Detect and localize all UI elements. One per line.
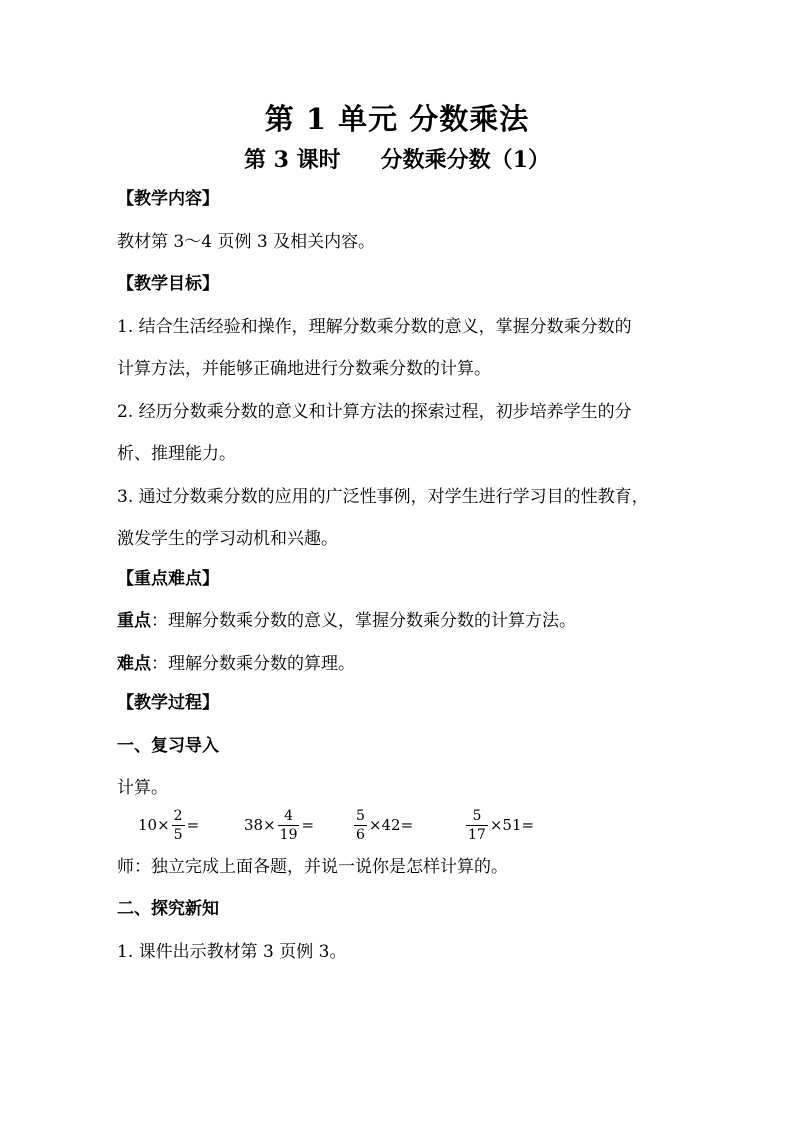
- exercise-1-fraction: [172, 809, 185, 842]
- goals-heading: 【教学目标】: [117, 274, 219, 294]
- exercise-3-suffix: ×42=: [368, 816, 414, 834]
- exercise-2-prefix: 38×: [244, 816, 276, 834]
- exercise-3-numerator: 5: [356, 807, 365, 824]
- goal-1-line-2: 计算方法，并能够正确地进行分数乘分数的计算。: [117, 359, 491, 379]
- lesson-topic: 分数乘分数（1）: [380, 147, 550, 173]
- exercise-3: [352, 801, 413, 849]
- key-points-heading: 【重点难点】: [117, 569, 219, 589]
- lesson-number: 第 3 课时: [244, 147, 341, 173]
- goal-3-line-2: 激发学生的学习动机和兴趣。: [117, 529, 338, 549]
- exercise-2-suffix: =: [301, 816, 315, 834]
- exercise-2-denominator: 19: [279, 826, 298, 843]
- goal-3-line-1: 3. 通过分数乘分数的应用的广泛性事例，对学生进行学习目的性教育，: [117, 487, 649, 507]
- exercise-1: [138, 801, 199, 849]
- part-2-heading: 二、探究新知: [117, 899, 219, 919]
- difficulty-text: ：理解分数乘分数的算理。: [151, 654, 355, 674]
- exercise-3-denominator: 6: [356, 826, 365, 843]
- key-point-text: ：理解分数乘分数的意义，掌握分数乘分数的计算方法。: [151, 611, 576, 631]
- exercise-2-numerator: 4: [284, 807, 294, 824]
- difficulty-label: 难点: [117, 654, 151, 674]
- exercise-1-numerator: 2: [173, 807, 183, 824]
- exercise-1-suffix: =: [186, 816, 200, 834]
- lesson-title: [0, 143, 794, 177]
- teacher-instruction: 师：独立完成上面各题，并说一说你是怎样计算的。: [117, 857, 508, 877]
- key-point-line: [117, 608, 699, 634]
- content-text: 教材第 3～4 页例 3 及相关内容。: [117, 232, 376, 252]
- calc-label: 计算。: [117, 778, 168, 798]
- exercise-2: [244, 801, 314, 849]
- step-1-line: 1. 课件出示教材第 3 页例 3。: [117, 942, 347, 962]
- exercise-1-denominator: 5: [173, 826, 183, 843]
- goal-2-line-1: 2. 经历分数乘分数的意义和计算方法的探索过程，初步培养学生的分: [117, 402, 632, 422]
- exercise-4: [464, 801, 534, 849]
- exercise-2-fraction: [278, 809, 300, 842]
- difficulty-line: [117, 651, 699, 677]
- goal-2-line-2: 析、推理能力。: [117, 444, 236, 464]
- exercise-4-denominator: 17: [468, 826, 486, 843]
- exercise-4-numerator: 5: [472, 807, 482, 824]
- exercise-1-prefix: 10×: [138, 816, 170, 834]
- exercise-3-fraction: [354, 809, 367, 842]
- process-heading: 【教学过程】: [117, 693, 219, 713]
- content-heading: 【教学内容】: [117, 189, 219, 209]
- exercise-4-suffix: ×51=: [489, 816, 535, 834]
- key-point-label: 重点: [117, 611, 151, 631]
- exercise-4-fraction: [466, 809, 488, 842]
- part-1-heading: 一、复习导入: [117, 736, 219, 756]
- goal-1-line-1: 1. 结合生活经验和操作，理解分数乘分数的意义，掌握分数乘分数的: [117, 317, 632, 337]
- unit-title: 第 1 单元 分数乘法: [264, 102, 530, 136]
